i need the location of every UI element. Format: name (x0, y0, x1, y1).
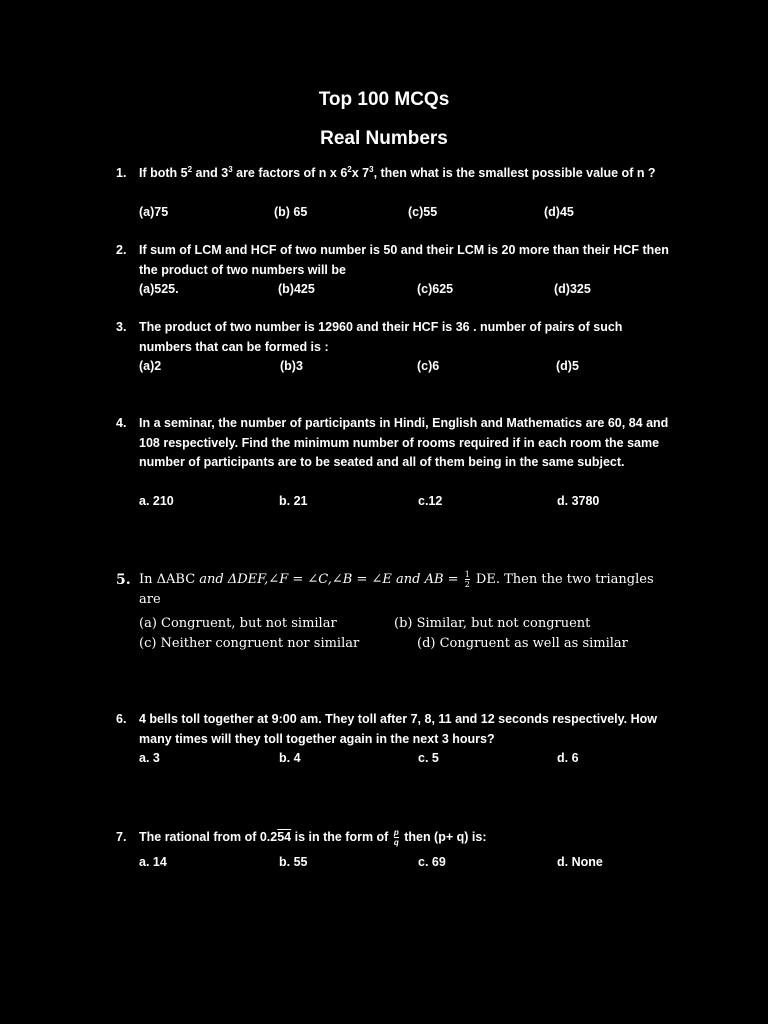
option-b: (b)3 (280, 359, 303, 373)
option-d: (d) Congruent as well as similar (417, 636, 628, 651)
question-4 (116, 414, 676, 514)
option-c: (c) Neither congruent nor similar (139, 636, 360, 651)
question-text: The rational from of 0.254 is in the form of $\frac{p}{q}$ then (p+ q) is: (139, 828, 487, 848)
option-c: c. 5 (418, 751, 439, 765)
option-d: (d)325 (554, 282, 591, 296)
options-row (139, 357, 679, 377)
page-subtitle: Real Numbers (320, 128, 448, 149)
option-b: (b) Similar, but not congruent (394, 616, 591, 631)
option-a: (a)2 (139, 359, 162, 373)
option-c: (c)625 (417, 282, 454, 296)
option-c: (c)6 (417, 359, 440, 373)
option-d: d. 6 (557, 751, 579, 765)
question-text: 4 bells toll together at 9:00 am. They toll after 7, 8, 11 and 12 seconds respectively. How many times will they toll together again in the next 3 hours? (139, 712, 658, 746)
option-b: b. 55 (279, 855, 308, 869)
question-number: 4. (116, 416, 127, 430)
option-c: (c)55 (408, 205, 438, 219)
option-b: b. 4 (279, 751, 301, 765)
option-d: (d)45 (544, 205, 574, 219)
question-7 (116, 828, 676, 878)
question-1 (116, 164, 676, 224)
options-row (139, 853, 679, 873)
option-b: b. 21 (279, 494, 308, 508)
question-6 (116, 710, 676, 770)
option-a: (a)75 (139, 205, 169, 219)
option-c: c.12 (418, 494, 443, 508)
options-row (139, 749, 679, 769)
question-number: 7. (116, 830, 127, 844)
options-row (139, 203, 679, 223)
options-row (139, 492, 679, 512)
question-number: 2. (116, 243, 127, 257)
page-title: Top 100 MCQs (318, 89, 450, 110)
question-text: If sum of LCM and HCF of two number is 50 and their LCM is 20 more than their HCF then the product of two numbers will be (139, 243, 669, 277)
question-number: 5. (116, 572, 131, 588)
option-a: a. 210 (139, 494, 174, 508)
option-d: d. 3780 (557, 494, 600, 508)
option-d: d. None (557, 855, 603, 869)
fraction: $\frac{1}{2}$ (464, 570, 470, 589)
option-a: a. 14 (139, 855, 167, 869)
question-5 (116, 570, 676, 660)
question-number: 6. (116, 712, 127, 726)
option-b: (b) 65 (274, 205, 308, 219)
question-2 (116, 241, 676, 301)
options-row-1 (139, 614, 699, 634)
options-row-2 (139, 634, 699, 654)
option-d: (d)5 (556, 359, 579, 373)
question-number: 3. (116, 320, 127, 334)
option-b: (b)425 (278, 282, 315, 296)
question-3 (116, 318, 676, 378)
option-a: (a)525. (139, 282, 179, 296)
option-c: c. 69 (418, 855, 446, 869)
option-a: a. 3 (139, 751, 160, 765)
question-number: 1. (116, 166, 127, 180)
question-text: The product of two number is 12960 and their HCF is 36 . number of pairs of such numbers that can be formed is : (139, 320, 623, 354)
options-row (139, 280, 679, 300)
fraction: $\frac{p}{q}$ (393, 828, 399, 848)
option-a: (a) Congruent, but not similar (139, 616, 337, 631)
question-text: In ΔABC and ΔDEF,∠F = ∠C,∠B = ∠E and AB = $\frac{1}{2}$ DE. Then the two triangles are (139, 570, 654, 607)
question-text: If both $5^2$ and $3^3$ are factors of n x $6^2x$ $7^3$, then what is the smallest possible value of n ? (139, 164, 656, 180)
question-text: In a seminar, the number of participants in Hindi, English and Mathematics are 60, 84 and 108 respectively. Find the minimum number of rooms required if in each room the same number of participants are to be seated and all of them being in the same subject. (139, 416, 669, 469)
